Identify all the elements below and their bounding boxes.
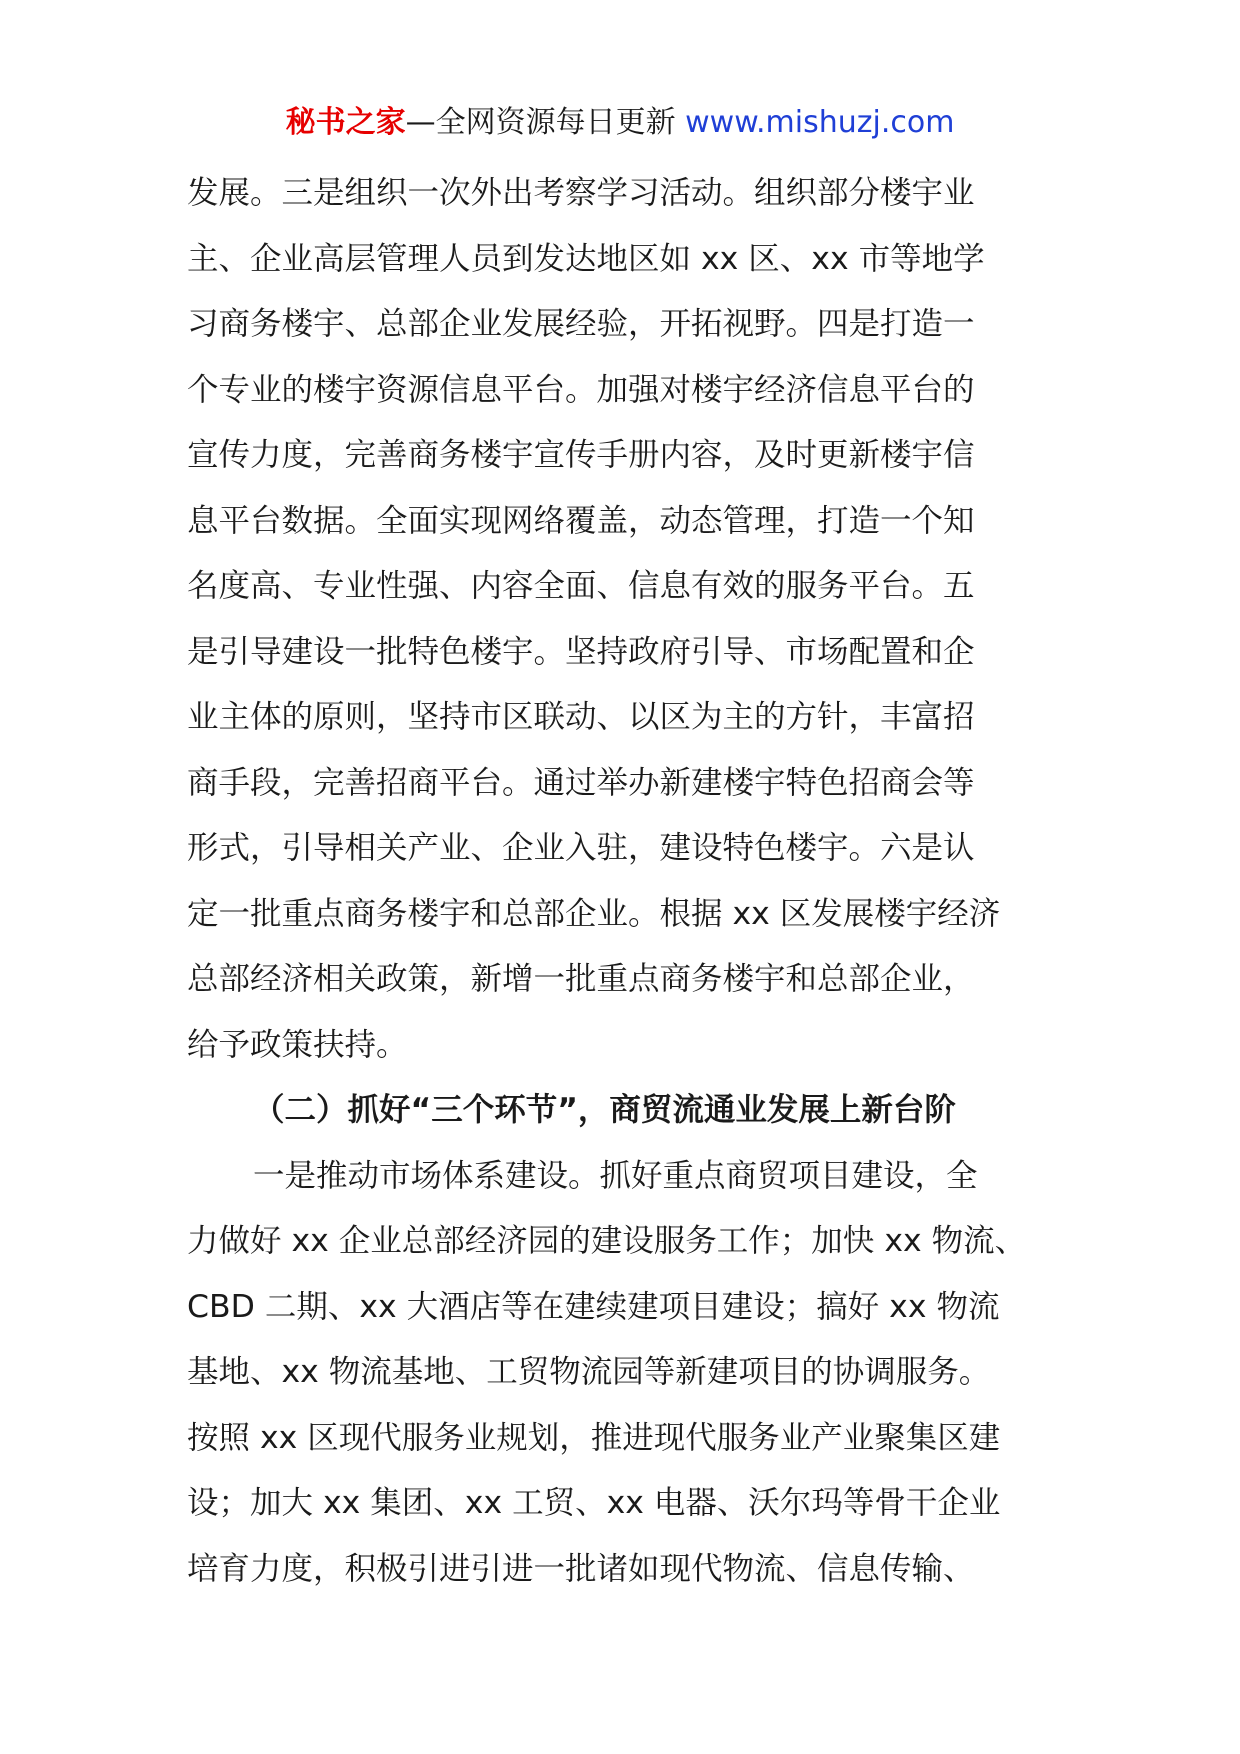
text-line: 是引导建设一批特色楼宇。坚持政府引导、市场配置和企 <box>187 633 975 670</box>
text-line: 定一批重点商务楼宇和总部企业。根据 xx 区发展楼宇经济 <box>187 895 1001 932</box>
text-line: 息平台数据。全面实现网络覆盖，动态管理，打造一个知 <box>187 502 975 539</box>
text-line: 业主体的原则，坚持市区联动、以区为主的方针，丰富招 <box>187 699 975 735</box>
text-line: 基地、xx 物流基地、工贸物流园等新建项目的协调服务。 <box>187 1354 991 1390</box>
text-line: 个专业的楼宇资源信息平台。加强对楼宇经济信息平台的 <box>187 371 975 408</box>
text-line: 按照 xx 区现代服务业规划，推进现代服务业产业聚集区建 <box>187 1419 1001 1456</box>
document-body <box>187 161 1067 1602</box>
text-line: CBD 二期、xx 大酒店等在建续建项目建设；搞好 xx 物流 <box>187 1288 1000 1325</box>
text-line: 名度高、专业性强、内容全面、信息有效的服务平台。五 <box>187 568 975 604</box>
text-line: 力做好 xx 企业总部经济园的建设服务工作；加快 xx 物流、 <box>187 1223 1027 1259</box>
text-line: 习商务楼宇、总部企业发展经验，开拓视野。四是打造一 <box>187 306 975 342</box>
header-brand: 秘书之家 <box>285 105 406 140</box>
page-header <box>0 103 1240 143</box>
paragraph-first-line: 一是推动市场体系建设。抓好重点商贸项目建设，全 <box>253 1157 978 1194</box>
header-url-link[interactable]: www.mishuzj.com <box>685 105 955 140</box>
text-line: 设；加大 xx 集团、xx 工贸、xx 电器、沃尔玛等骨干企业 <box>187 1485 1001 1521</box>
text-line: 培育力度，积极引进引进一批诸如现代物流、信息传输、 <box>187 1550 975 1587</box>
text-line: 总部经济相关政策，新增一批重点商务楼宇和总部企业， <box>187 961 975 997</box>
section-heading: （二）抓好“三个环节”，商贸流通业发展上新台阶 <box>253 1092 956 1128</box>
text-line: 商手段，完善招商平台。通过举办新建楼宇特色招商会等 <box>187 764 975 801</box>
text-line: 发展。三是组织一次外出考察学习活动。组织部分楼宇业 <box>187 175 975 211</box>
text-line: 宣传力度，完善商务楼宇宣传手册内容，及时更新楼宇信 <box>187 437 975 473</box>
text-line: 主、企业高层管理人员到发达地区如 xx 区、xx 市等地学 <box>187 240 985 277</box>
header-slogan: —全网资源每日更新 <box>405 105 686 140</box>
text-line: 给予政策扶持。 <box>187 1026 408 1063</box>
text-line: 形式，引导相关产业、企业入驻，建设特色楼宇。六是认 <box>187 830 975 866</box>
